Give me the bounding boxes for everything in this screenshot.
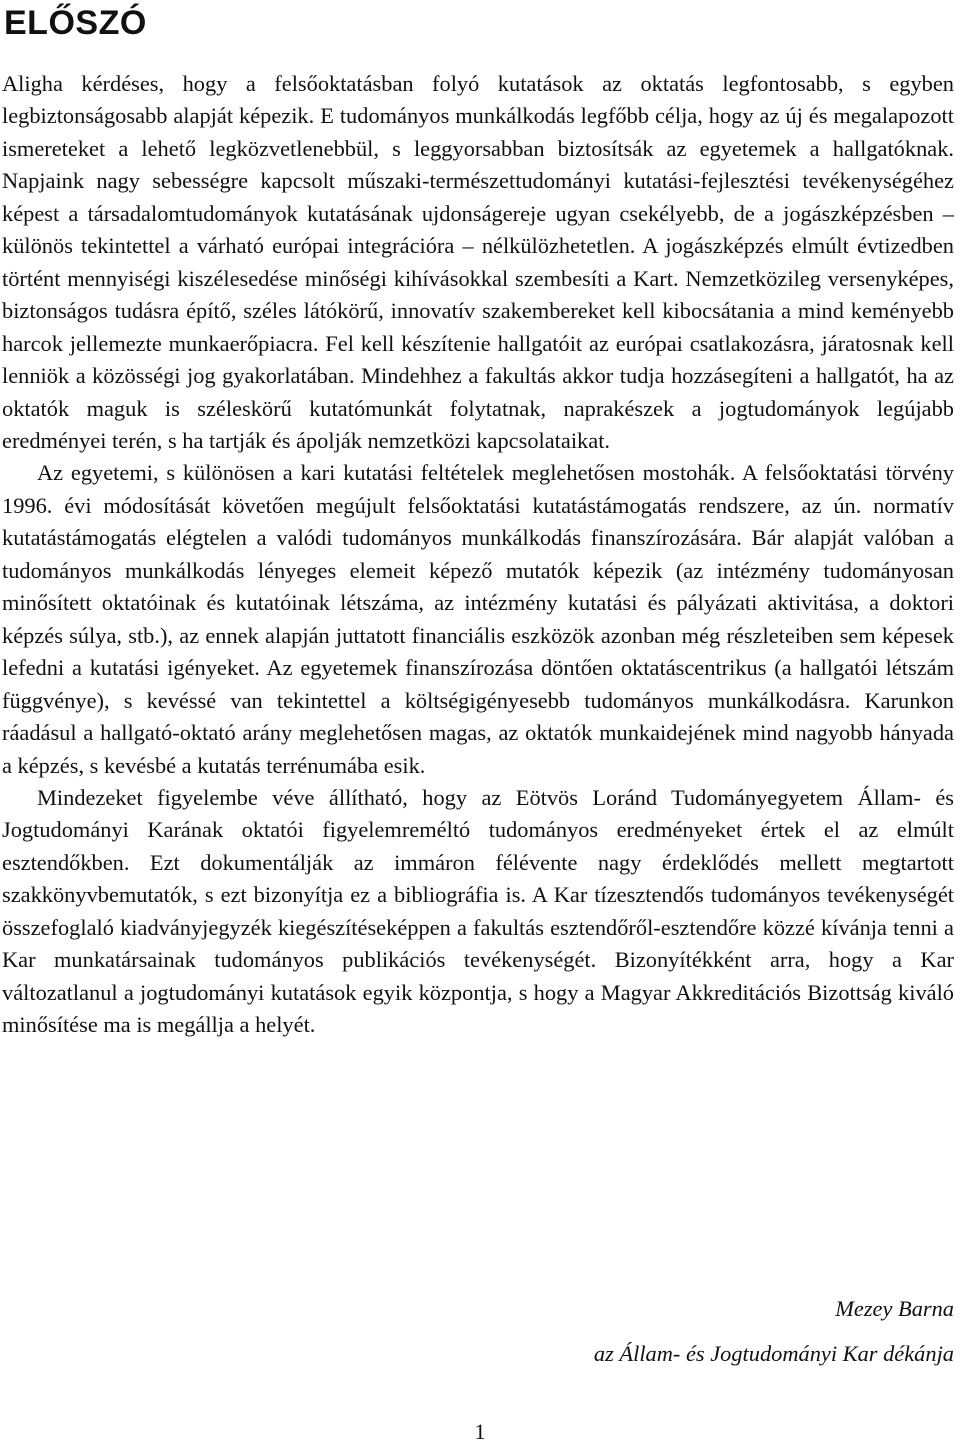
signature-title: az Állam- és Jogtudományi Kar dékánja bbox=[593, 1341, 954, 1366]
page-title: ELŐSZÓ bbox=[4, 4, 147, 42]
paragraph-2: Az egyetemi, s különösen a kari kutatási feltételek meglehetősen mostohák. A felsőoktatási törvény 1996. évi módosítását követően megújult felsőoktatási kutatástámogatás rendszere, az ún. normatív kutatástámogatás elégtelen a valódi tudományos munkálkodás finanszírozására. Bár alapját valóban a tudományos munkálkodás lényeges elemeit képező mutatók képezik (az intézmény tudományosan minősített oktatóinak és kutatóinak létszáma, az intézmény kutatási és pályázati aktivitása, a doktori képzés súlya, stb.), az ennek alapján juttatott financiális eszközök azonban még részleteiben sem képesek lefedni a kutatási igényeket. Az egyetemek finanszírozása döntően oktatáscentrikus (a hallgatói létszám függvénye), s kevéssé van tekintettel a költségigényesebb tudományos munkálkodásra. Karunkon ráadásul a hallgató-oktató arány meglehetősen magas, az oktatók munkaidejének mind nagyobb hányada a képzés, s kevésbé a kutatás terrénumába esik. bbox=[2, 460, 954, 778]
signature-block bbox=[594, 1286, 954, 1376]
paragraph-3: Mindezeket figyelembe véve állítható, hogy az Eötvös Loránd Tudományegyetem Állam- és Jogtudományi Karának oktatói figyelemreméltó tudományos eredményeket értek el az elmúlt esztendőkben. Ezt dokumentálják az immáron félévente nagy érdeklődés mellett megtartott szakkönyvbemutatók, s ezt bizonyítja ez a bibliográfia is. A Kar tízesztendős tudományos tevékenységét összefoglaló kiadványjegyzék kiegészítéseképpen a fakultás esztendőről-esztendőre közzé kívánja tenni a Kar munkatársainak tudományos publikációs tevékenységét. Bizonyítékként arra, hogy a Kar változatlanul a jogtudományi kutatások egyik központja, s hogy a Magyar Akkreditációs Bizottság kiváló minősítése ma is megállja a helyét. bbox=[2, 784, 954, 1038]
page-number: 1 bbox=[474, 1419, 486, 1444]
paragraph-1: Aligha kérdéses, hogy a felsőoktatásban folyó kutatások az oktatás legfontosabb, s egyben legbiztonságosabb alapját képezik. E tudományos munkálkodás legfőbb célja, hogy az új és megalapozott ismereteket a lehető legközvetlenebbül, s leggyorsabban biztosítsák az egyetemek a hallgatóknak. Napjaink nagy sebességre kapcsolt műszaki-természettudományi kutatási-fejlesztési tevékenységéhez képest a társadalomtudományok kutatásának ujdonságereje ugyan csekélyebb, de a jogászképzésben – különös tekintettel a várható európai integrációra – nélkülözhetetlen. A jogászképzés elmúlt évtizedben történt mennyiségi kiszélesedése minőségi kihívásokkal szembesíti a Kart. Nemzetközileg versenyképes, biztonságos tudásra építő, széles látókörű, innovatív szakembereket kell kibocsátania a mind keményebb harcok jellemezte munkaerőpiacra. Fel kell készítenie hallgatóit az európai csatlakozásra, járatosnak kell lenniök a közösségi jog gyakorlatában. Mindehhez a fakultás akkor tudja hozzásegíteni a hallgatót, ha az oktatók maguk is széleskörű kutatómunkát folytatnak, naprakészek a jogtudományok legújabb eredményei terén, s ha tartják és ápolják nemzetközi kapcsolataikat. bbox=[2, 71, 954, 453]
body-text bbox=[2, 68, 954, 1042]
signature-name: Mezey Barna bbox=[835, 1296, 954, 1321]
